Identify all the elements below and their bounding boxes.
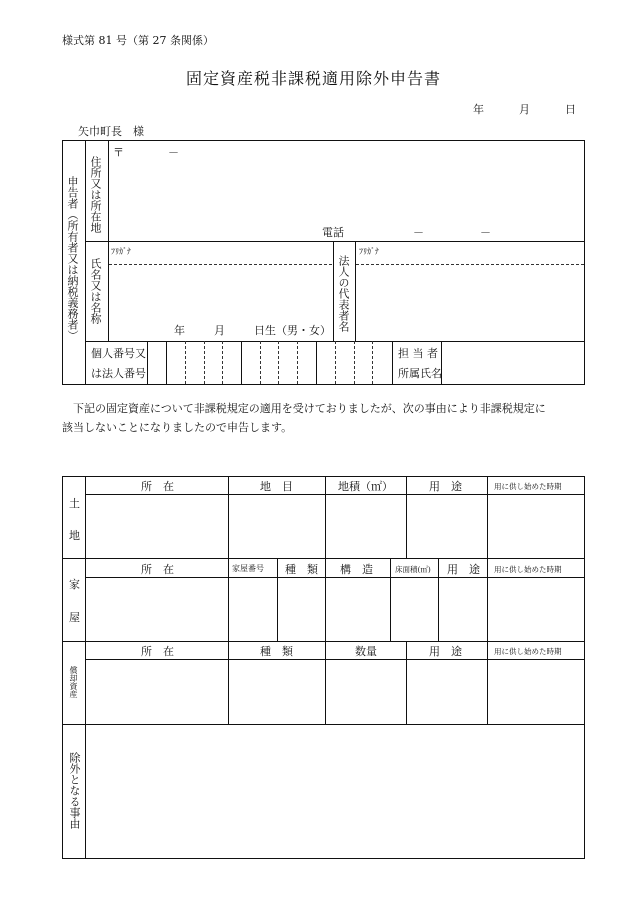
phone-dash-2: － <box>480 226 491 239</box>
divider <box>325 477 326 558</box>
house-header-number: 家屋番号 <box>232 564 264 573</box>
depreciable-label: 償却資産 <box>69 666 78 698</box>
phone-dash-1: － <box>413 226 424 239</box>
house-label-1: 家 <box>69 578 80 591</box>
land-label-2: 地 <box>69 529 80 542</box>
divider <box>390 559 391 641</box>
staff-field[interactable] <box>443 343 583 383</box>
phone-label: 電話 <box>322 226 344 239</box>
postal-dash: － <box>168 146 179 159</box>
divider <box>325 642 326 724</box>
id-label-line1: 個人番号又 <box>91 347 146 360</box>
furigana-dashed-line <box>356 264 584 265</box>
document-title: 固定資産税非課税適用除外申告書 <box>186 69 442 88</box>
divider <box>392 341 393 384</box>
divider <box>63 558 584 559</box>
date-day-label: 日 <box>565 103 576 116</box>
land-location-field[interactable] <box>87 496 227 557</box>
divider <box>406 477 407 558</box>
divider <box>228 477 229 558</box>
depreciable-header-location: 所 在 <box>141 645 174 658</box>
house-header-structure: 構 造 <box>340 563 373 576</box>
reason-label: 除外となる事由 <box>68 752 81 829</box>
divider <box>63 641 584 642</box>
birth-year-label: 年 <box>174 324 185 337</box>
date-year-label: 年 <box>473 103 484 116</box>
reason-field[interactable] <box>87 727 582 856</box>
land-header-area: 地積（㎡） <box>338 480 393 493</box>
land-header-category: 地 目 <box>260 480 293 493</box>
name-label: 氏名又は名称 <box>89 258 102 324</box>
id-number-field[interactable] <box>148 343 391 383</box>
divider <box>85 477 86 858</box>
representative-field[interactable] <box>360 268 580 336</box>
house-header-use: 用 途 <box>447 563 480 576</box>
divider <box>85 141 86 384</box>
divider <box>406 642 407 724</box>
divider <box>277 559 278 641</box>
divider <box>86 577 584 578</box>
house-location-field[interactable] <box>87 579 227 640</box>
declarant-section-label: 申告者（所有者又は納税義務者） <box>66 176 79 341</box>
name-field[interactable] <box>112 268 327 318</box>
address-field[interactable] <box>112 150 532 235</box>
depreciable-header-use: 用 途 <box>429 645 462 658</box>
divider <box>86 241 584 242</box>
divider <box>63 724 584 725</box>
staff-label-line1: 担 当 者 <box>398 347 438 360</box>
form-number: 様式第 81 号（第 27 条関係） <box>62 34 214 47</box>
representative-label: 法人の代表者名 <box>337 255 350 332</box>
depreciable-location-field[interactable] <box>87 661 227 723</box>
house-label-2: 屋 <box>69 611 80 624</box>
divider <box>325 559 326 641</box>
divider <box>441 341 442 384</box>
addressee: 矢巾町長 様 <box>78 125 144 138</box>
house-header-location: 所 在 <box>141 563 174 576</box>
staff-label-line2: 所属氏名 <box>398 367 442 380</box>
divider <box>228 642 229 724</box>
divider <box>86 659 584 660</box>
furigana-label: ﾌﾘｶﾞﾅ <box>111 247 131 256</box>
depreciable-header-type: 種 類 <box>260 645 293 658</box>
house-header-floor-area: 床面積(㎡) <box>395 565 431 574</box>
id-label-line2: は法人番号 <box>91 367 146 380</box>
divider <box>487 642 488 724</box>
furigana-label-2: ﾌﾘｶﾞﾅ <box>359 247 379 256</box>
divider <box>228 559 229 641</box>
address-label: 住所又は所在地 <box>89 156 102 233</box>
body-text-line2: 該当しないことになりましたので申告します。 <box>62 421 293 434</box>
body-text-line1: 下記の固定資産について非課税規定の適用を受けておりましたが、次の事由により非課税規定に <box>62 402 546 415</box>
divider <box>487 559 488 641</box>
divider <box>333 242 334 341</box>
house-header-type: 種 類 <box>285 563 318 576</box>
land-header-use: 用 途 <box>429 480 462 493</box>
birth-day-gender-label: 日生（男・女） <box>254 324 331 337</box>
depreciable-header-quantity: 数量 <box>355 645 377 658</box>
postal-mark: 〒 <box>113 146 124 159</box>
divider <box>487 477 488 558</box>
land-header-location: 所 在 <box>141 480 174 493</box>
house-header-start: 用に供し始めた時期 <box>494 565 562 574</box>
land-label-1: 土 <box>69 497 80 510</box>
land-header-start: 用に供し始めた時期 <box>494 482 562 491</box>
depreciable-header-start: 用に供し始めた時期 <box>494 647 562 656</box>
furigana-dashed-line <box>109 264 332 265</box>
divider <box>438 559 439 641</box>
divider <box>86 494 584 495</box>
divider <box>355 242 356 341</box>
date-month-label: 月 <box>519 103 530 116</box>
birth-month-label: 月 <box>214 324 225 337</box>
